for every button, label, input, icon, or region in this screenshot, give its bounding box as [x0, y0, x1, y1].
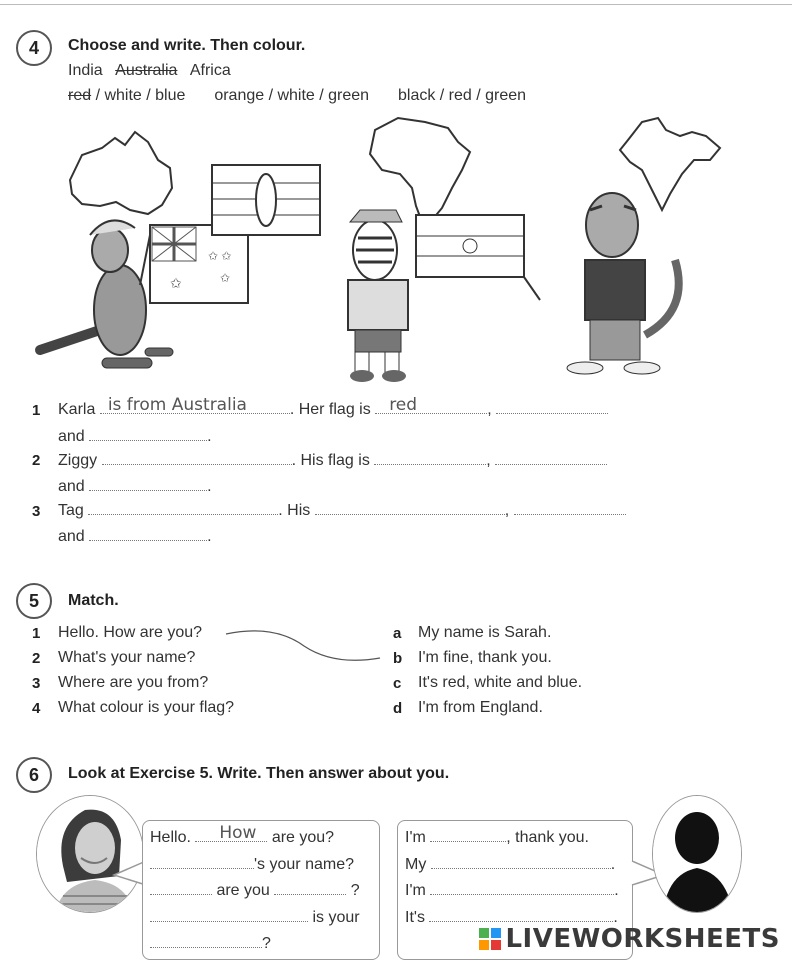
word-africa: Africa — [189, 62, 231, 79]
right-blank-1[interactable] — [430, 828, 506, 842]
item-3-mid: . His — [278, 502, 311, 519]
item-3-line: Tag . His , — [58, 501, 626, 520]
australia-flag-icon — [150, 225, 248, 303]
liveworksheets-logo — [479, 924, 780, 954]
item-2-mid: . His flag is — [291, 452, 370, 469]
item-2-line: Ziggy . His flag is , — [58, 451, 607, 470]
hello-text: Hello. — [150, 829, 191, 846]
item-3-number: 3 — [32, 503, 41, 520]
is-your-text: is your — [312, 909, 360, 926]
b-letter: b — [393, 650, 403, 667]
india-flag-icon — [416, 215, 540, 300]
exercise-6-number: 6 — [16, 757, 52, 793]
match-line — [224, 626, 384, 666]
svg-text:✩: ✩ — [220, 271, 231, 285]
right-blank-3[interactable] — [430, 881, 614, 895]
logo-text: LIVEWORKSHEETS — [505, 924, 780, 954]
item-3-and-line: and . — [58, 528, 212, 545]
c-letter: c — [393, 675, 402, 692]
item-3-blank-1[interactable] — [88, 501, 278, 515]
item-1-answer-2: red — [389, 395, 418, 415]
left-blank-6[interactable] — [150, 934, 262, 948]
item-3-blank-4[interactable] — [89, 527, 207, 541]
item-1-and-line: and . — [58, 428, 212, 445]
left-blank-4[interactable] — [274, 881, 346, 895]
left-blank-2[interactable] — [150, 855, 254, 869]
im-text-1: I'm — [405, 829, 426, 846]
colour-set-2: orange / white / green — [214, 87, 370, 104]
item-2-and: and — [58, 478, 85, 495]
period-3: . — [613, 909, 618, 926]
q-4-number: 4 — [32, 700, 41, 717]
answer-d-text[interactable]: I'm from England. — [418, 699, 543, 716]
my-text: My — [405, 856, 427, 873]
item-2-blank-2[interactable] — [374, 451, 486, 465]
thank-you-text: , thank you. — [506, 829, 589, 846]
item-3-blank-2[interactable] — [315, 501, 505, 515]
silhouette-portrait — [652, 795, 742, 913]
your-name-text: 's your name? — [254, 856, 354, 873]
girl-portrait — [36, 795, 144, 913]
item-1-number: 1 — [32, 402, 41, 419]
answer-a-text[interactable]: My name is Sarah. — [418, 624, 552, 641]
answer-b-text[interactable]: I'm fine, thank you. — [418, 649, 552, 666]
kenya-flag-icon — [212, 165, 320, 235]
item-1-mid: . Her flag is — [289, 401, 371, 418]
left-line-2 — [150, 855, 354, 874]
item-3-and: and — [58, 528, 85, 545]
item-1-blank-3[interactable] — [496, 400, 608, 414]
left-line-5 — [150, 934, 271, 953]
answer-c-text[interactable]: It's red, white and blue. — [418, 674, 583, 691]
item-1-blank-4[interactable] — [89, 427, 207, 441]
exercise-4-number: 4 — [16, 30, 52, 66]
q-2-number: 2 — [32, 650, 41, 667]
svg-text:✩ ✩: ✩ ✩ — [208, 249, 232, 263]
item-2-blank-4[interactable] — [89, 477, 207, 491]
item-1-and: and — [58, 428, 85, 445]
svg-text:✩: ✩ — [170, 275, 182, 291]
its-text: It's — [405, 909, 425, 926]
right-blank-4[interactable] — [429, 908, 613, 922]
q-3-text[interactable]: Where are you from? — [58, 674, 209, 691]
q-4-text[interactable]: What colour is your flag? — [58, 699, 235, 716]
australia-map-icon — [70, 132, 172, 214]
india-map-icon — [620, 118, 720, 210]
im-text-2: I'm — [405, 882, 426, 899]
item-1-line: Karla is from Australia . Her flag is red , — [58, 400, 608, 419]
q-1-text[interactable]: Hello. How are you? — [58, 624, 203, 641]
right-line-2 — [405, 855, 615, 874]
zebra-ziggy-icon — [348, 210, 408, 382]
period-1: . — [610, 856, 616, 873]
right-line-1 — [405, 828, 589, 847]
colour-bank — [68, 87, 526, 105]
colour-red: red — [68, 87, 92, 104]
left-blank-1[interactable] — [195, 823, 267, 843]
item-2-number: 2 — [32, 452, 41, 469]
word-australia: Australia — [115, 62, 178, 79]
q-1-number: 1 — [32, 625, 41, 642]
africa-map-icon — [370, 118, 470, 222]
item-1-answer-1: is from Australia — [107, 395, 247, 415]
word-india: India — [68, 62, 103, 79]
right-blank-2[interactable] — [431, 855, 611, 869]
are-you-q-text: are you? — [271, 829, 335, 846]
item-2-and-line: and . — [58, 478, 212, 495]
item-1-blank-2[interactable] — [375, 395, 487, 415]
exercise-6-title: Look at Exercise 5. Write. Then answer about you. — [68, 765, 450, 782]
item-2-blank-1[interactable] — [102, 451, 292, 465]
q-2-text[interactable]: What's your name? — [58, 649, 196, 666]
are-you-text: are you — [216, 882, 270, 899]
item-3-blank-3[interactable] — [514, 501, 626, 515]
tiger-tag-icon — [567, 193, 679, 374]
item-1-blank-1[interactable] — [100, 395, 290, 415]
right-line-3 — [405, 881, 619, 900]
colour-set-3: black / red / green — [397, 87, 527, 104]
left-answer-how: How — [219, 823, 257, 843]
item-3-name: Tag — [58, 502, 84, 519]
left-line-3 — [150, 881, 360, 900]
colour-set-1-rest: / white / blue — [91, 87, 186, 104]
item-2-name: Ziggy — [58, 452, 98, 469]
silhouette-icon — [653, 796, 742, 913]
top-rule — [0, 4, 792, 5]
q-mark-1: ? — [350, 882, 360, 899]
characters-illustration — [30, 110, 750, 390]
a-letter: a — [393, 625, 402, 642]
q-mark-2: ? — [262, 935, 271, 952]
period-2: . — [614, 882, 619, 899]
word-bank — [68, 62, 231, 80]
item-1-name: Karla — [58, 401, 96, 418]
q-3-number: 3 — [32, 675, 41, 692]
exercise-5-title: Match. — [68, 592, 119, 609]
left-blank-3[interactable] — [150, 881, 212, 895]
left-line-1 — [150, 823, 335, 847]
left-blank-5[interactable] — [150, 908, 308, 922]
exercise-5-number: 5 — [16, 583, 52, 619]
left-line-4 — [150, 908, 360, 927]
d-letter: d — [393, 700, 403, 717]
item-2-blank-3[interactable] — [495, 451, 607, 465]
logo-grid-icon — [479, 928, 501, 950]
exercise-4-title: Choose and write. Then colour. — [68, 37, 306, 54]
